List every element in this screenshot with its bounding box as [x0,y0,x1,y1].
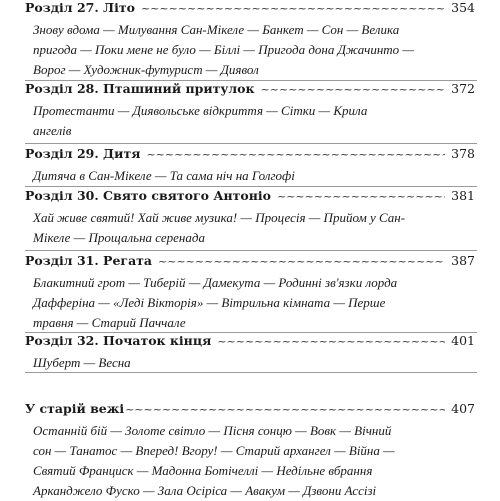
tilde-leader [158,255,445,268]
chapter-title[interactable]: У старій вежі [25,401,125,416]
page-number: 354 [451,0,475,15]
chapter-title[interactable]: Розділ 27. Літо [25,0,135,15]
chapter-description [25,166,475,186]
page-number: 378 [451,146,475,161]
description-line: Протестанти — Диявольське відкриття — Сітки — Крила [33,103,368,118]
description-line: ангелів [33,123,72,138]
chapter-title[interactable]: Розділ 31. Регата [25,253,153,268]
description-line: Останній бій — Золоте світло — Пісня сонцю — Вовк — Вічний [33,423,392,438]
tilde-leader [125,403,445,416]
toc-entry-heading[interactable] [25,401,475,421]
divider [25,186,477,187]
chapter-title[interactable]: Розділ 29. Дитя [25,146,141,161]
chapter-title[interactable]: Розділ 32. Початок кінця [25,333,212,348]
tilde-leader [141,2,445,15]
divider [25,143,477,144]
toc-entry-heading[interactable] [25,81,475,101]
page-number: 401 [451,333,475,348]
chapter-description [25,101,475,141]
description-line: Святий Франциск — Мадонна Ботічеллі — Недільне вбрання [33,463,373,478]
toc-entry-31 [25,253,475,333]
divider [25,372,477,373]
toc-entry-32 [25,333,475,373]
tilde-leader [277,190,445,203]
page-number: 372 [451,81,475,96]
chapter-description [25,273,475,333]
description-line: пригода — Поки мене не було — Біллі — Пригода дона Джачинто — [33,42,414,57]
page-number: 387 [451,253,475,268]
page-number: 381 [451,188,475,203]
toc-entry-27 [25,0,475,80]
toc-entry-28 [25,81,475,141]
toc-entry-30 [25,188,475,248]
description-line: Хай живе святий! Хай живе музика! — Процесія — Прийом у Сан- [33,210,406,225]
description-line: Знову вдома — Милування Сан-Мікеле — Банкет — Сон — Велика [33,22,400,37]
page-number: 407 [451,401,475,416]
toc-entry-heading[interactable] [25,188,475,208]
chapter-description [25,208,475,248]
description-line: Арканджело Фуско — Зала Осіріса — Авакум — Дзвони Ассізі [33,483,377,498]
chapter-description [25,421,475,501]
tilde-leader [217,335,445,348]
description-line: Дафферіна — «Леді Вікторія» — Вітрильна кімната — Перше [33,295,386,310]
description-line: Ворог — Художник-футурист — Диявол [33,62,259,77]
chapter-description [25,20,475,80]
description-line: Шуберт — Весна [33,355,131,370]
divider [25,250,477,251]
tilde-leader [146,148,445,161]
description-line: сон — Танатос — Вперед! Вгору! — Старий архангел — Війна — [33,443,395,458]
toc-entry-heading[interactable] [25,146,475,166]
description-line: Дитяча в Сан-Мікеле — Та сама ніч на Голгофі [33,168,295,183]
toc-entry-heading[interactable] [25,0,475,20]
description-line: Блакитний грот — Тиберій — Дамекута — Родинні зв'язки лорда [33,275,398,290]
toc-entry-tower [25,401,475,501]
chapter-title[interactable]: Розділ 30. Свято святого Антоніо [25,188,271,203]
tilde-leader [261,83,446,96]
chapter-description [25,353,475,373]
toc-entry-29 [25,146,475,186]
description-line: Мікеле — Прощальна серенада [33,230,205,245]
description-line: травня — Старий Паччале [33,315,186,330]
chapter-title[interactable]: Розділ 28. Пташиний притулок [25,81,255,96]
toc-entry-heading[interactable] [25,253,475,273]
toc-entry-heading[interactable] [25,333,475,353]
